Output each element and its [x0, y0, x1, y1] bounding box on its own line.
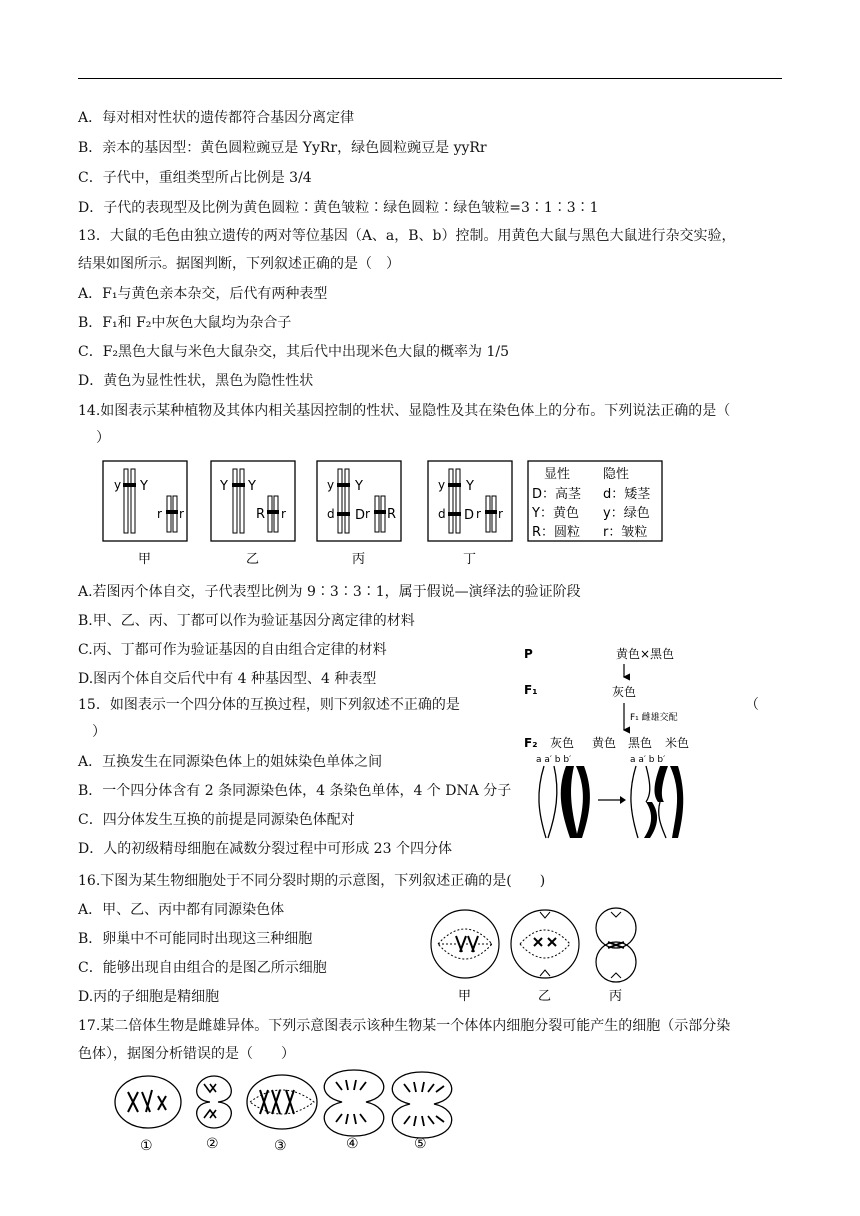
q13-option-b: B．F₁和 F₂中灰色大鼠均为杂合子: [78, 315, 292, 331]
label-5: ⑤: [414, 1136, 427, 1152]
cross-p-value: 黄色×黑色: [616, 647, 675, 661]
label-ding: 丁: [463, 552, 477, 567]
svg-text:Y: Y: [466, 479, 474, 494]
cell-box-yi: [211, 461, 295, 541]
q13-stem-line2: 结果如图所示。据图判断，下列叙述正确的是（ ）: [78, 256, 400, 272]
legend-row: y：绿色: [603, 506, 650, 521]
q16-option-c: C．能够出现自由组合的是图乙所示细胞: [78, 960, 327, 976]
q14-option-d: D.图丙个体自交后代中有 4 种基因型、4 种表型: [78, 671, 377, 687]
svg-text:r: r: [476, 507, 481, 521]
label-2: ②: [206, 1136, 219, 1152]
svg-text:d: d: [327, 507, 335, 521]
q14-option-b: B.甲、乙、丙、丁都可以作为验证基因分离定律的材料: [78, 613, 415, 629]
q15-stem: 15．如图表示一个四分体的互换过程，则下列叙述不正确的是: [78, 697, 460, 713]
q16-option-d: D.丙的子细胞是精细胞: [78, 989, 220, 1005]
q13-option-c: C．F₂黑色大鼠与米色大鼠杂交，其后代中出现米色大鼠的概率为 1/5: [78, 344, 510, 360]
svg-text:d: d: [438, 507, 446, 521]
svg-text:r: r: [498, 507, 503, 521]
cross-f1-label: F₁: [524, 683, 538, 697]
tetrad-crossover-figure: [526, 752, 696, 844]
q13-stem-line1: 13．大鼠的毛色由独立遗传的两对等位基因（A、a，B、b）控制。用黄色大鼠与黑色大鼠进行杂交实验，: [78, 228, 736, 244]
q13-option-d: D．黄色为显性性状，黑色为隐性性状: [78, 373, 314, 389]
q17-stem-line2: 色体），据图分析错误的是（ ）: [78, 1046, 295, 1062]
q17-stem-line1: 17.某二倍体生物是雌雄异体。下列示意图表示该种生物某一个体体内细胞分裂可能产生的细胞（示部分染: [78, 1018, 731, 1034]
svg-text:a a′ b b′: a a′ b b′: [630, 755, 666, 765]
q14-chromosome-figure: [100, 456, 670, 568]
svg-text:y: y: [327, 478, 335, 492]
q15-option-b: B．一个四分体含有 2 条同源染色体，4 条染色单体，4 个 DNA 分子: [78, 783, 512, 799]
label-bing: 丙: [609, 989, 623, 1004]
svg-text:Y: Y: [355, 479, 363, 494]
svg-text:Y: Y: [140, 479, 148, 494]
cross-f2-yellow: 黄色: [592, 736, 617, 750]
q14-option-c: C.丙、丁都可作为验证基因的自由组合定律的材料: [78, 642, 387, 658]
svg-text:R: R: [387, 507, 397, 522]
header-rule: [78, 78, 782, 79]
label-bing: 丙: [352, 552, 366, 567]
label-jia: 甲: [458, 989, 472, 1004]
label-3: ③: [274, 1138, 287, 1154]
allele-label: y: [114, 478, 122, 492]
q16-option-a: A．甲、乙、丙中都有同源染色体: [78, 902, 285, 918]
cell-box-ding: [428, 461, 512, 541]
cross-p-label: P: [524, 647, 533, 661]
q16-option-b: B．卵巢中不可能同时出现这三种细胞: [78, 931, 313, 947]
label-yi: 乙: [246, 552, 260, 567]
svg-text:a a′ b b′: a a′ b b′: [536, 755, 572, 765]
cross-f2-beige: 米色: [665, 736, 690, 750]
cell-division-figure: [426, 904, 656, 1008]
q16-stem: 16.下图为某生物细胞处于不同分裂时期的示意图，下列叙述正确的是( ): [78, 873, 546, 889]
q15-paren-left: （: [745, 697, 759, 713]
cross-f1-value: 灰色: [612, 685, 637, 699]
svg-text:D: D: [464, 508, 475, 523]
q15-paren-right: ）: [92, 724, 106, 740]
prev-option-b: B．亲本的基因型：黄色圆粒豌豆是 YyRr，绿色圆粒豌豆是 yyRr: [78, 140, 487, 156]
legend-dominant: 显性: [544, 467, 571, 482]
label-4: ④: [346, 1136, 359, 1152]
svg-text:r: r: [365, 507, 370, 521]
legend-row: Y：黄色: [532, 506, 579, 521]
q14-stem-line2: ）: [96, 430, 110, 446]
q15-option-a: A．互换发生在同源染色体上的姐妹染色单体之间: [78, 754, 383, 770]
svg-text:D: D: [355, 508, 366, 523]
cross-diagram: [520, 644, 700, 750]
prev-option-c: C．子代中，重组类型所占比例是 3/4: [78, 170, 312, 186]
legend-row: R：圆粒: [532, 525, 581, 540]
prev-option-a: A．每对相对性状的遗传都符合基因分离定律: [78, 110, 355, 126]
svg-text:r: r: [179, 507, 184, 521]
svg-text:Y: Y: [248, 479, 256, 494]
cell-box-bing: [317, 461, 401, 541]
cross-f2-black: 黑色: [628, 736, 653, 750]
q15-option-d: D．人的初级精母细胞在减数分裂过程中可形成 23 个四分体: [78, 841, 452, 857]
q15-option-c: C．四分体发生互换的前提是同源染色体配对: [78, 812, 355, 828]
label-jia: 甲: [138, 552, 152, 567]
legend-row: d：矮茎: [603, 487, 651, 502]
legend-row: D：高茎: [532, 487, 582, 502]
cross-f2-label: F₂: [524, 736, 538, 750]
legend-recessive: 隐性: [603, 467, 630, 482]
label-yi: 乙: [538, 989, 552, 1004]
svg-text:Y: Y: [220, 479, 228, 494]
cross-f1-note: F₁ 雌雄交配: [630, 713, 678, 723]
prev-option-d: D．子代的表现型及比例为黄色圆粒∶黄色皱粒∶绿色圆粒∶绿色皱粒=3∶1∶3∶1: [78, 200, 599, 216]
q13-option-a: A．F₁与黄色亲本杂交，后代有两种表型: [78, 286, 328, 302]
q17-cell-figure: [110, 1066, 460, 1162]
q14-option-a: A.若图丙个体自交，子代表型比例为 9∶3∶3∶1，属于假说—演绎法的验证阶段: [78, 584, 581, 600]
svg-text:R: R: [256, 507, 266, 522]
legend-row: r：皱粒: [603, 525, 648, 540]
svg-text:r: r: [157, 507, 162, 521]
q14-stem-line1: 14.如图表示某种植物及其体内相关基因控制的性状、显隐性及其在染色体上的分布。下列说法正确的是（: [78, 403, 731, 419]
svg-text:r: r: [281, 507, 286, 521]
label-1: ①: [140, 1138, 153, 1154]
cross-f2-gray: 灰色: [550, 736, 575, 750]
svg-text:y: y: [438, 478, 446, 492]
